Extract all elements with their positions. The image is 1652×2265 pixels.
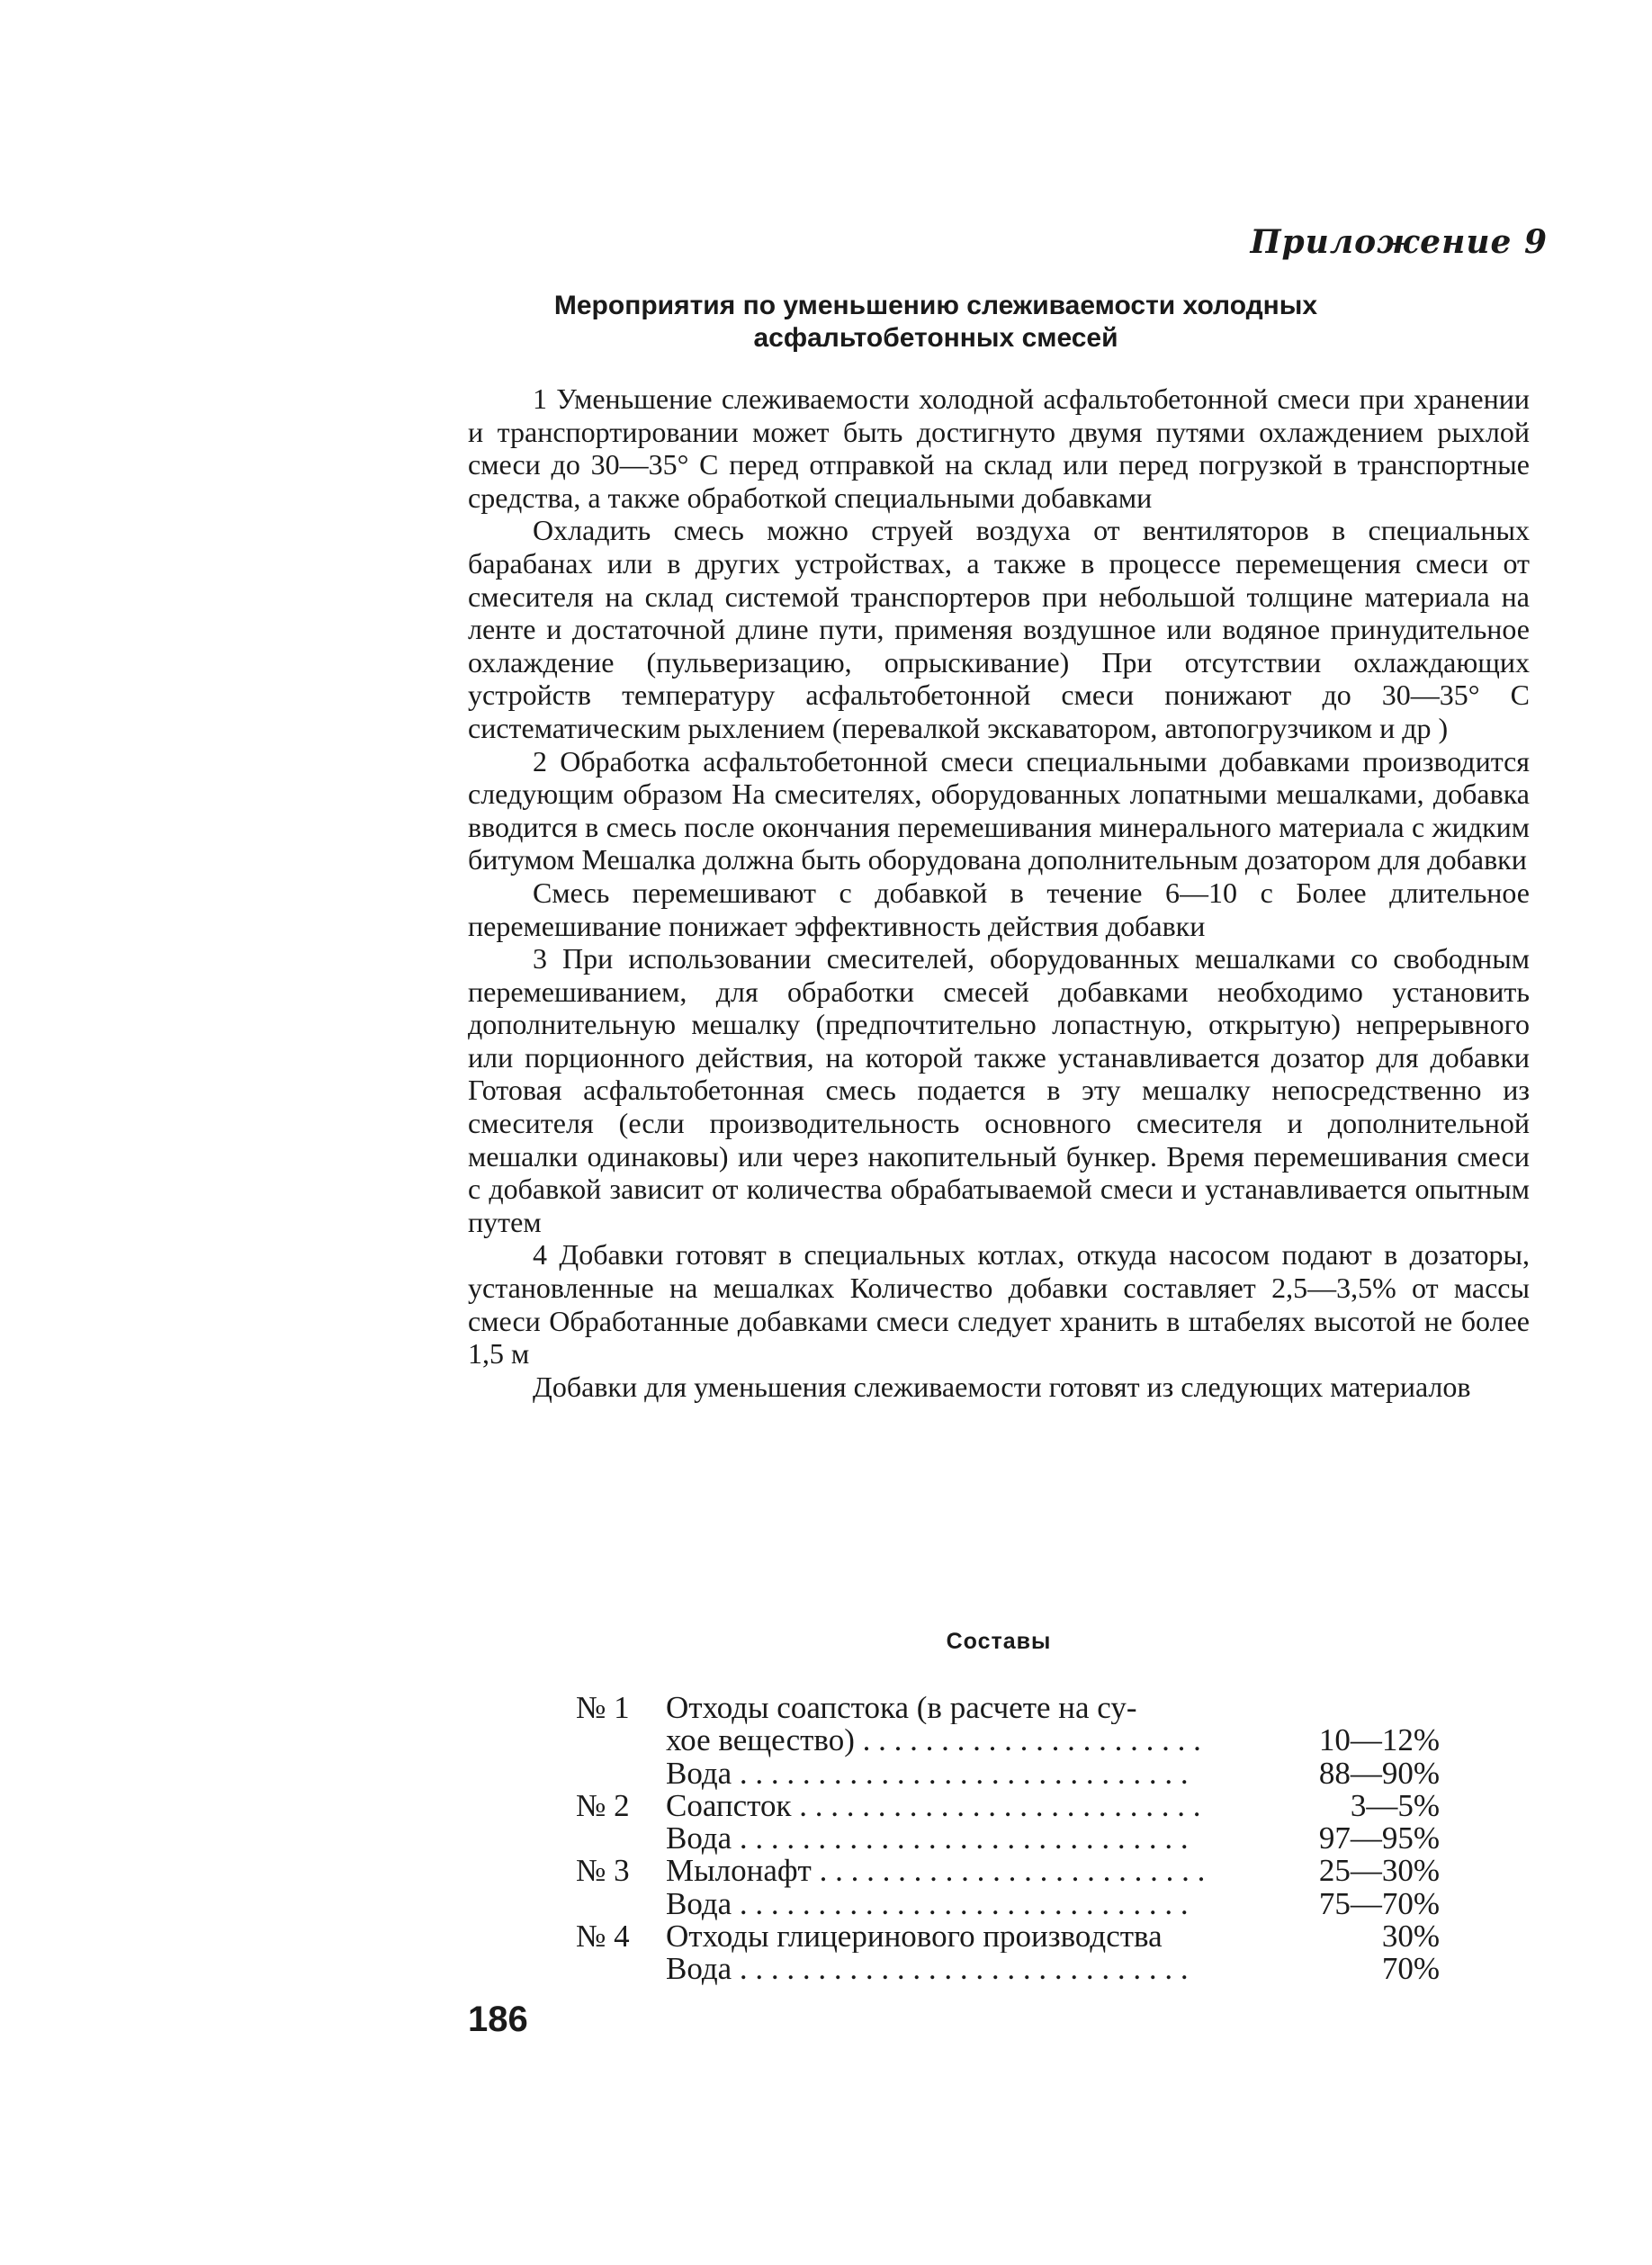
composition-row (576, 1787, 1440, 1823)
composition-number: № 2 (576, 1787, 630, 1823)
composition-name: Отходы глицеринового производства (666, 1920, 1163, 1954)
composition-name: хое вещество) . . . . . . . . . . . . . . . . . . . . . . (666, 1724, 1201, 1757)
composition-name: Вода . . . . . . . . . . . . . . . . . . . . . . . . . . . . . (666, 1757, 1189, 1790)
compositions-heading: Составы (946, 1629, 1052, 1654)
paragraph-3: 2 Обработка асфальтобетонной смеси специальными добавками производится следующим образом На смесителях, оборудованных лопатными мешалками, добавка вводится в смесь после окончания перемешивания минерального материала с жидким битумом Мешалка должна быть оборудована дополнительным дозатором для добавки (468, 744, 1530, 876)
composition-row (576, 1920, 1440, 1953)
paragraph-4: Смесь перемешивают с добавкой в течение 6—10 с Более длительное перемешивание понижает эффективность действия добавки (468, 876, 1530, 942)
composition-row (576, 1953, 1440, 1985)
composition-row (576, 1724, 1440, 1757)
composition-value: 25—30% (1318, 1853, 1440, 1889)
paragraph-2: Охладить смесь можно струей воздуха от вентиляторов в специальных барабанах или в других устройствах, а также в процессе перемещения смеси от смесителя на склад системой транспортеров при небольшой толщине материала на ленте и достаточной длине пути, применяя воздушное или водяное принудительное охлаждение (пульверизацию, опрыскивание) При отсутствии охлаждающих устройств температуру асфальтобетонной смеси понижают до 30—35° С систематическим рыхлением (перевалкой экскаватором, автопогрузчиком и др ) (468, 514, 1530, 744)
compositions-table (576, 1692, 1440, 1986)
composition-row (576, 1885, 1440, 1921)
composition-number: № 4 (576, 1919, 630, 1955)
paragraph-5: 3 При использовании смесителей, оборудованных мешалками со свободным перемешиванием, для обработки смесей добавками необходимо установить дополнительную мешалку (предпочтительно лопастную, открытую) непрерывного или порционного действия, на которой также устанавливается дозатор для добавки Готовая асфальтобетонная смесь подается в эту мешалку непосредственно из смесителя (если производительность основного смесителя и дополнительной мешалки одинаковы) или через накопительный бункер. Время перемешивания смеси с добавкой зависит от количества обрабатываемой смеси и устанавливается опытным путем (468, 942, 1530, 1238)
composition-value: 10—12% (1318, 1722, 1440, 1758)
composition-row (576, 1855, 1440, 1887)
composition-value: 3—5% (1350, 1787, 1440, 1823)
title-line-1: Мероприятия по уменьшению слеживаемости холодных (553, 291, 1318, 320)
composition-value: 97—95% (1318, 1820, 1440, 1856)
composition-name: Отходы соапстока (в расчете на су- (666, 1692, 1137, 1725)
composition-value: 30% (1381, 1919, 1440, 1955)
composition-row (576, 1692, 1440, 1724)
composition-row (576, 1822, 1440, 1855)
composition-name: Вода . . . . . . . . . . . . . . . . . . . . . . . . . . . . . (666, 1953, 1189, 1986)
composition-value: 88—90% (1318, 1755, 1440, 1791)
composition-number: № 1 (576, 1690, 630, 1725)
composition-name: Вода . . . . . . . . . . . . . . . . . . . . . . . . . . . . . (666, 1822, 1189, 1856)
body-text (468, 382, 1530, 1403)
document-title (468, 290, 1404, 355)
paragraph-7: Добавки для уменьшения слеживаемости готовят из следующих материалов (533, 1370, 1471, 1403)
composition-name: Соапсток . . . . . . . . . . . . . . . . . . . . . . . . . . (666, 1789, 1201, 1823)
page-number: 186 (468, 2000, 528, 2039)
composition-value: 75—70% (1318, 1885, 1440, 1921)
composition-name: Мылонафт . . . . . . . . . . . . . . . . . . . . . . . . . (666, 1855, 1206, 1888)
paragraph-1: 1 Уменьшение слеживаемости холодной асфальтобетонной смеси при хранении и транспортировании может быть достигнуто двумя путями охлаждением рыхлой смеси до 30—35° С перед отправкой на склад или перед погрузкой в транспортные средства, а также обработкой специальными добавками (468, 382, 1530, 514)
composition-row (576, 1757, 1440, 1790)
composition-name: Вода . . . . . . . . . . . . . . . . . . . . . . . . . . . . . (666, 1887, 1189, 1921)
composition-number: № 3 (576, 1853, 630, 1889)
appendix-label: Приложение 9 (1250, 223, 1548, 261)
title-line-2: асфальтобетонных смесей (753, 323, 1118, 353)
paragraph-6: 4 Добавки готовят в специальных котлах, откуда насосом подают в дозаторы, установленные на мешалках Количество добавки составляет 2,5—3,5% от массы смеси Обработанные добавками смеси следует хранить в штабелях высотой не более 1,5 м (468, 1238, 1530, 1371)
composition-value: 70% (1381, 1951, 1440, 1987)
